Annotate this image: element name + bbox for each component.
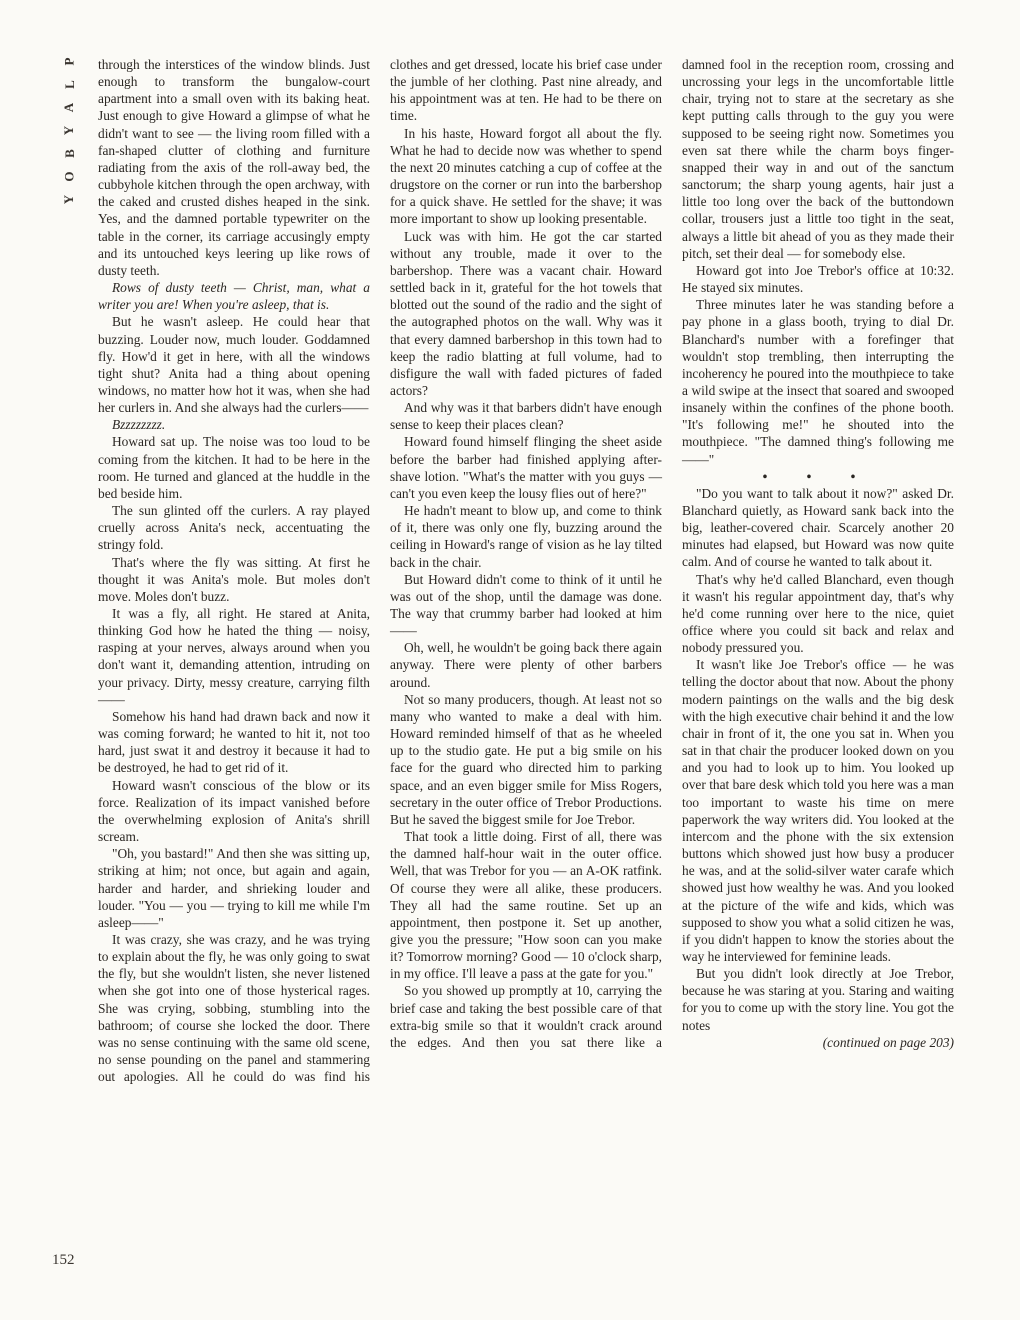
text-column-3 [682, 56, 954, 1051]
paragraph: Oh, well, he wouldn't be going back there again anyway. There were plenty of other barbers around. [390, 640, 662, 690]
paragraph: "Do you want to talk about it now?" asked Dr. Blanchard quietly, as Howard sank back into the big, leather-covered chair. Scarcely another 20 minutes had elapsed, but Howard was now quite calm. And of course he wanted to talk about it. [682, 485, 954, 570]
masthead-letter: L [61, 80, 77, 89]
paragraph: The sun glinted off the curlers. A ray played cruelly across Anita's neck, accentuating the stringy fold. [98, 503, 370, 553]
masthead-letter: Y [61, 194, 77, 205]
paragraph: Howard got into Joe Trebor's office at 10:32. He stayed six minutes. [682, 262, 954, 296]
paragraph: So you showed up promptly at 10, carrying the brief case and taking the best possible care of that extra-big smile so that it wouldn't crack around the edges. And then you sat there like a [390, 983, 662, 1050]
masthead-letter: O [61, 171, 77, 182]
paragraph: Somehow his hand had drawn back and now it was coming forward; he wanted to hit it, not too hard, just swat it and destroy it because it had to be destroyed, he had to get rid of it. [98, 708, 370, 776]
paragraph: It was crazy, she was crazy, and he was trying to explain about the fly, he was only going to swat the fly, but she wouldn't listen, she never listened when she got into one of those hysterical rages. She was crying, sobbing, stumbling into the bathroom; of course she locked the door. There was no sense continuing with the same old scene, no sense pounding on the panel and stammering out apologies. All he could do was find his [98, 931, 370, 1085]
paragraph: "Oh, you bastard!" And then she was sitting up, striking at him; not once, but again and again, harder and harder, and shrieking louder and louder. "You — you — trying to kill me while I'm asleep——" [98, 846, 370, 930]
paragraph: And why was it that barbers didn't have enough sense to keep their places clean? [390, 400, 662, 433]
paragraph: That took a little doing. First of all, there was the damned half-hour wait in the outer office. Well, that was Trebor for you — an A-OK ratfink. Of course they were all alike, these producers. They all had the same routine. Set up an appointment, then postpone it. Set up another, give you the pressure; "How soon can you make it? Tomorrow morning? Good — 10 o'clock sharp, in my office. I'll leave a pass at the gate for you." [390, 829, 662, 982]
magazine-masthead-vertical [58, 50, 80, 211]
paragraph: Three minutes later he was standing before a pay phone in a glass booth, trying to dial Dr. Blanchard's number with a forefinger that wouldn't stop trembling, then interrupting the incoherency he poured into the mouthpiece to take a wild swipe at the insect that soared and swooped insanely within the confines of the phone booth. "It's following me!" he shouted into the mouthpiece. "The damned thing's following me——" [682, 297, 954, 467]
masthead-letter: A [61, 102, 77, 113]
masthead-letter: P [61, 57, 77, 66]
masthead-letter: Y [61, 125, 77, 136]
paragraph: But you didn't look directly at Joe Trebor, because he was staring at you. Staring and waiting for you to come up with the story line. You got the notes [682, 966, 954, 1033]
paragraph: It wasn't like Joe Trebor's office — he was telling the doctor about that now. About the phony modern paintings on the walls and the big desk with the high executive chair behind it and the low chair in front of it, the one you sat in. When you sat in that chair the producer looked down on you and you had to look up to him. You looked up over that bare desk which told you here was a man too important to waste his time on mere paperwork the way writers did. You looked at the intercom and the phone with the six extension buttons which showed just how busy a producer he was, and at the solid-silver water carafe which showed just how wealthy he was. And you looked at the picture of the wife and kids, which was supposed to show you what a solid citizen he was, if you didn't happen to know the stories about the way he interviewed for feminine leads. [682, 657, 954, 964]
paragraph: It was a fly, all right. He stared at Anita, thinking God how he hated the thing — noisy, rasping at your nerves, always around when you don't want it, demanding attention, intruding on your privacy. Dirty, messy creature, carrying filth—— [98, 606, 370, 707]
paragraph: Luck was with him. He got the car started without any trouble, made it over to the barbershop. There was a vacant chair. Howard settled back in it, grateful for the hot towels that blotted out the sound of the radio and the sight of the autographed photos on the wall. Why was it that every damned barbershop in this town had to keep the radio blatting at full volume, had to disfigure the wall with faded pictures of faded actors? [390, 228, 662, 398]
paragraph: clothes and get dressed, locate his brief case under the jumble of her clothing. Past nine already, and his appointment was at ten. He had to be there on time. [390, 57, 662, 124]
paragraph: Howard sat up. The noise was too loud to be coming from the kitchen. It had to be here in the room. He turned and glanced at the huddle in the bed beside him. [98, 434, 370, 501]
paragraph: In his haste, Howard forgot all about the fly. What he had to decide now was whether to spend the next 20 minutes catching a cup of coffee at the drugstore on the corner or run into the barbershop for a quick shave. He settled for the shave; it was more important to show up looking presentable. [390, 125, 662, 227]
paragraph: Rows of dusty teeth — Christ, man, what a writer you are! When you're asleep, that is. [98, 280, 370, 313]
section-break: • • • [762, 468, 874, 484]
paragraph: damned fool in the reception room, crossing and uncrossing your legs in the uncomfortable little chair, trying not to stare at the secretary as she kept putting calls through to the guy you were supposed to be seeing right now. Sometimes you even sat there while the charm boys finger-snapped their way in and out of the sanctum sanctorum; the sharp young agents, hair just a little too long over the back of the buttondown collar, trousers just a little too tight in the seat, always a little bit ahead of you as they made their pitch, set their deal — for somebody else. [682, 57, 954, 261]
paragraph: But Howard didn't come to think of it until he was out of the shop, until the damage was done. The way that crummy barber had looked at him—— [390, 571, 662, 639]
text-column-2 [390, 56, 662, 1051]
paragraph: He hadn't meant to blow up, and come to think of it, there was only one fly, buzzing around the ceiling in Howard's range of vision as he lay tilted back in the chair. [390, 503, 662, 570]
masthead-letter: B [61, 149, 77, 158]
page-number: 152 [52, 1252, 75, 1268]
paragraph: through the interstices of the window blinds. Just enough to transform the bungalow-court apartment into a small oven with its baking heat. Just enough to give Howard a glimpse of what he didn't want to see — the living room filled with a fan-shaped clutter of clothing and furniture radiating from the axis of the roll-away bed, the cubbyhole kitchen through the open archway, with the caked and crusted dishes heaped in the sink. Yes, and the damned portable typewriter on the table in the corner, its carriage accusingly empty and its untouched keys leering up like rows of dusty teeth. [98, 57, 370, 278]
paragraph: That's why he'd called Blanchard, even though it wasn't his regular appointment day, that's why he'd come running over here to the nice, quiet office where you could sit back and relax and nobody pressured you. [682, 571, 954, 656]
paragraph: Howard wasn't conscious of the blow or its force. Realization of its impact vanished before the overwhelming explosion of Anita's shrill scream. [98, 777, 370, 845]
text-column-1 [98, 56, 370, 1085]
paragraph: Not so many producers, though. At least not so many who wanted to make a deal with him. Howard reminded himself of that as he wheeled up to the studio gate. He put a big smile on his face for the guard who directed him to parking space, and an even bigger smile for Miss Rogers, secretary in the outer office of Trebor Productions. But he saved the biggest smile for Joe Trebor. [390, 691, 662, 827]
continuation-note: (continued on page 203) [822, 1034, 954, 1050]
paragraph: But he wasn't asleep. He could hear that buzzing. Louder now, much louder. Goddamned fly. How'd it get in here, with all the windows tight shut? Anita had a thing about opening windows, no matter how hot it was, when she had her curlers in. And she always had the curlers—— [98, 314, 370, 416]
paragraph: That's where the fly was sitting. At first he thought it was Anita's mole. But moles don't move. Moles don't buzz. [98, 554, 370, 604]
paragraph: Bzzzzzzzz. [112, 417, 166, 433]
paragraph: Howard found himself flinging the sheet aside before the barber had finished applying after-shave lotion. "What's the matter with you guys — can't you even keep the lousy flies out of here?" [390, 434, 662, 501]
